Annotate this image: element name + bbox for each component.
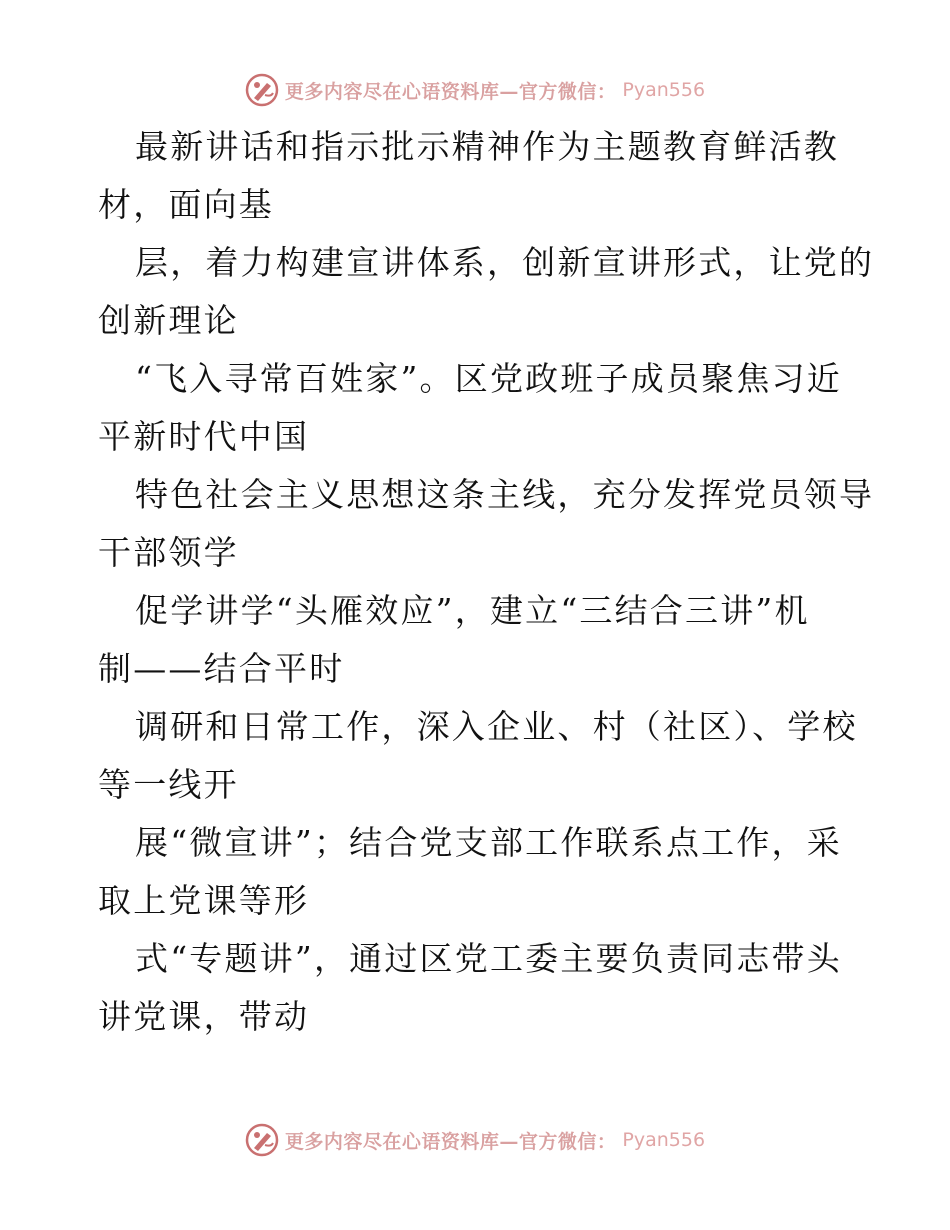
watermark-text: 更多内容尽在心语资料库—官方微信： xyxy=(284,80,617,103)
text-line: 展“微宣讲”；结合党支部工作联系点工作，采 xyxy=(135,823,842,862)
text-line: 式“专题讲”，通过区党工委主要负责同志带头 xyxy=(135,939,842,978)
text-line: 最新讲话和指示批示精神作为主题教育鲜活教 xyxy=(135,127,839,166)
text-line: “飞入寻常百姓家”。区党政班子成员聚焦习近 xyxy=(135,359,842,398)
watermark-text: 更多内容尽在心语资料库—官方微信： xyxy=(284,1130,617,1153)
document-body xyxy=(98,118,875,1046)
watermark-wechat-id: Pyan556 xyxy=(622,1129,706,1151)
footer-watermark xyxy=(0,1120,950,1160)
text-line: 讲党课，带动 xyxy=(98,997,310,1036)
text-line: 等一线开 xyxy=(98,765,239,804)
text-line: 材，面向基 xyxy=(98,185,274,224)
watermark-wechat-id: Pyan556 xyxy=(622,79,706,101)
text-line: 特色社会主义思想这条主线，充分发挥党员领导 xyxy=(135,475,875,514)
text-line: 平新时代中国 xyxy=(98,417,310,456)
text-line: 促学讲学“头雁效应”，建立“三结合三讲”机 xyxy=(135,591,810,630)
text-line: 取上党课等形 xyxy=(98,881,310,920)
fountain-pen-icon xyxy=(245,1123,279,1157)
text-line: 制——结合平时 xyxy=(98,649,345,688)
fountain-pen-icon xyxy=(245,73,279,107)
header-watermark xyxy=(0,70,950,110)
text-line: 层，着力构建宣讲体系，创新宣讲形式，让党的 xyxy=(135,243,875,282)
text-line: 调研和日常工作，深入企业、村（社区）、学校 xyxy=(135,707,858,746)
text-line: 干部领学 xyxy=(98,533,239,572)
text-line: 创新理论 xyxy=(98,301,239,340)
